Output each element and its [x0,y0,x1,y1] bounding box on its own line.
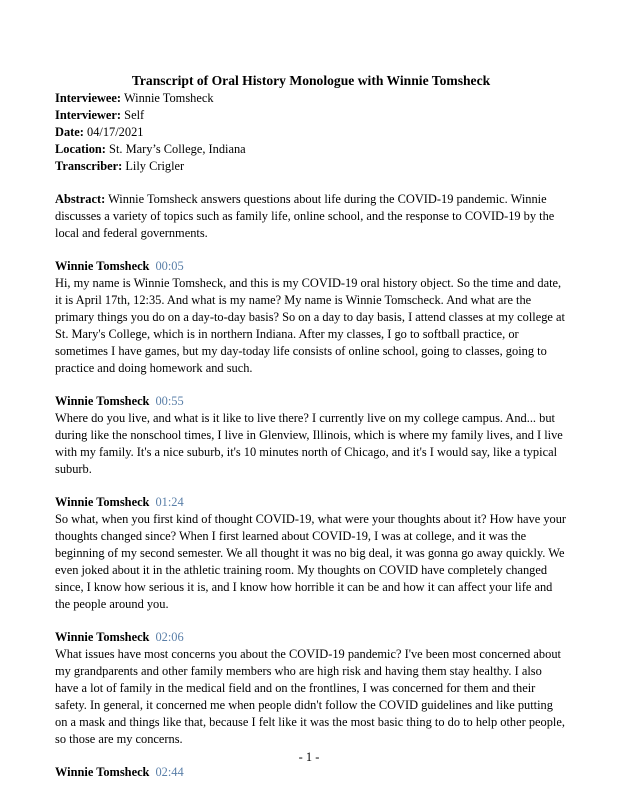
meta-transcriber [55,158,567,175]
segment-text: What issues have most concerns you about the COVID-19 pandemic? I've been most concerned about my grandparents and other family members who are high risk and having them stay healthy. I also have a lot of family in the medical field and on the frontlines, I was concerned for them and their safety. In general, it concerned me when people didn't follow the COVID guidelines and like putting on a mask and things like that, because I felt like it was the most basic thing to do to help other people, so those are my concerns. [55,647,565,746]
timestamp-link[interactable]: 00:05 [155,259,184,273]
meta-label: Transcriber: [55,159,123,173]
segment-text: Hi, my name is Winnie Tomsheck, and this is my COVID-19 oral history object. So the time and date, it is April 17th, 12:35. And what is my name? My name is Winnie Tomscheck. And what are the primary things you do on a day-to-day basis? So on a day to day basis, I attend classes at my college at St. Mary's College, which is in northern Indiana. After my classes, I go to softball practice, or sometimes I have games, but my day-today life consists of online school, going to classes, going to practice and doing homework and such. [55,276,565,375]
meta-value: Self [124,108,145,122]
metadata-block [55,90,567,175]
page-number: - 1 - [298,750,320,764]
segment-text: So what, when you first kind of thought COVID-19, what were your thoughts about it? How have your thoughts changed since? When I first learned about COVID-19, I was at college, and it was the beginning of my second semester. We all thought it was no big deal, it was gonna go away quickly. We even joked about it in the athletic training room. My thoughts on COVID have completely changed since, I know how serious it is, and I know how horrible it can be and how it can affect your life and the people around you. [55,512,567,611]
speaker-name: Winnie Tomsheck [55,630,150,644]
speaker-name: Winnie Tomsheck [55,495,150,509]
meta-label: Location: [55,142,106,156]
meta-interviewer [55,107,567,124]
meta-value: 04/17/2021 [87,125,144,139]
transcript-segment [55,494,567,613]
abstract-text: Winnie Tomsheck answers questions about life during the COVID-19 pandemic. Winnie discusses a variety of topics such as family life, online school, and the response to COVID-19 by the local and federal governments. [55,192,555,240]
transcript-segment [55,393,567,478]
meta-value: Lily Crigler [125,159,185,173]
timestamp-link[interactable]: 02:06 [155,630,184,644]
transcript-segment [55,258,567,377]
speaker-name: Winnie Tomsheck [55,259,150,273]
meta-label: Date: [55,125,84,139]
segment-header [55,629,567,646]
meta-location [55,141,567,158]
meta-label: Interviewer: [55,108,122,122]
transcript-segment [55,629,567,748]
segment-header [55,258,567,275]
segment-header [55,494,567,511]
meta-value: Winnie Tomsheck [123,91,214,105]
meta-date [55,124,567,141]
segment-header [55,393,567,410]
meta-label: Interviewee: [55,91,122,105]
timestamp-link[interactable]: 02:44 [155,765,184,779]
timestamp-link[interactable]: 01:24 [155,495,184,509]
transcript-segment [55,764,567,781]
abstract [55,191,567,242]
speaker-name: Winnie Tomsheck [55,765,150,779]
document-title: Transcript of Oral History Monologue with Winnie Tomsheck [131,73,491,88]
transcript-page [55,72,567,781]
speaker-name: Winnie Tomsheck [55,394,150,408]
meta-interviewee [55,90,567,107]
abstract-label: Abstract: [55,192,106,206]
meta-value: St. Mary’s College, Indiana [109,142,246,156]
segment-text: Where do you live, and what is it like to live there? I currently live on my college campus. And... but during like the nonschool times, I live in Glenview, Illinois, which is where my family lives, and I live with my family. It's a nice suburb, it's 10 minutes north of Chicago, and it's I would say, like a typical suburb. [55,411,563,476]
timestamp-link[interactable]: 00:55 [155,394,184,408]
segment-header [55,764,567,781]
